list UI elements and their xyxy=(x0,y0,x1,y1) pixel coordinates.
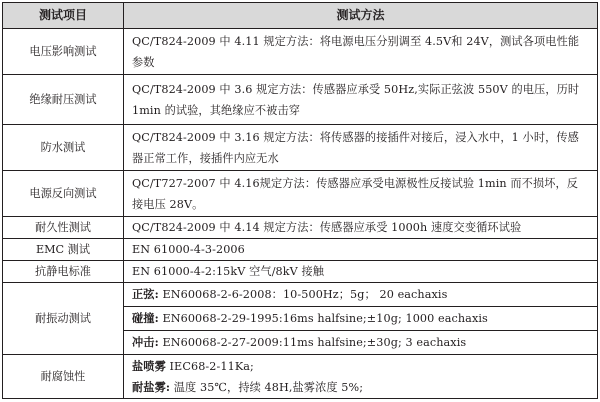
row-item: 防水测试 xyxy=(3,125,124,171)
vibration-method xyxy=(124,283,598,355)
row-method: EN 61000-4-3-2006 xyxy=(124,239,598,261)
table-row-corrosion xyxy=(3,355,598,399)
vibration-line-bump: 碰撞: EN60068-2-29-1995:16ms halfsine;±10g; 1000 eachaxis xyxy=(124,306,597,330)
table-row xyxy=(3,171,598,217)
corrosion-method xyxy=(124,355,598,399)
row-method: QC/T824-2009 中 4.14 规定方法：传感器应承受 1000h 速度交变循环试验 xyxy=(124,217,598,239)
corrosion-line-spray: 盐喷雾 IEC68-2-11Ka; xyxy=(132,358,254,373)
vibration-item: 耐振动测试 xyxy=(3,283,124,355)
table-row-vibration xyxy=(3,283,598,355)
row-item: 抗静电标准 xyxy=(3,261,124,283)
row-method: QC/T824-2009 中 3.6 规定方法：传感器应承受 50Hz,实际正弦波 550V 的电压，历时 1min 的试验，其绝缘应不被击穿 xyxy=(124,75,598,125)
header-method: 测试方法 xyxy=(124,3,598,29)
table-row xyxy=(3,125,598,171)
row-item: EMC 测试 xyxy=(3,239,124,261)
row-item: 绝缘耐压测试 xyxy=(3,75,124,125)
test-spec-table xyxy=(2,2,598,399)
table-row xyxy=(3,217,598,239)
corrosion-item: 耐腐蚀性 xyxy=(3,355,124,399)
vibration-line-shock: 冲击: EN60068-2-27-2009:11ms halfsine;±30g; 3 eachaxis xyxy=(124,330,597,354)
header-row xyxy=(3,3,598,29)
row-item: 耐久性测试 xyxy=(3,217,124,239)
table-row xyxy=(3,75,598,125)
row-method: QC/T824-2009 中 3.16 规定方法：将传感器的接插件对接后，浸入水中，1 小时，传感器正常工作，接插件内应无水 xyxy=(124,125,598,171)
row-method: EN 61000-4-2:15kV 空气/8kV 接触 xyxy=(124,261,598,283)
row-item: 电源反向测试 xyxy=(3,171,124,217)
row-item: 电压影响测试 xyxy=(3,29,124,75)
corrosion-line-resistance: 耐盐雾: 温度 35℃，持续 48H,盐雾浓度 5%; xyxy=(132,379,364,394)
table-row xyxy=(3,29,598,75)
spec-table-container xyxy=(2,2,598,399)
vibration-line-sine: 正弦: EN60068-2-6-2008：10-500Hz；5g； 20 eachaxis xyxy=(132,287,448,301)
row-method: QC/T824-2009 中 4.11 规定方法：将电源电压分别调至 4.5V和 24V，测试各项电性能参数 xyxy=(124,29,598,75)
table-row xyxy=(3,261,598,283)
header-item: 测试项目 xyxy=(3,3,124,29)
table-row xyxy=(3,239,598,261)
row-method: QC/T727-2007 中 4.16规定方法：传感器应承受电源极性反接试验 1min 而不损坏，反接电压 28V。 xyxy=(124,171,598,217)
